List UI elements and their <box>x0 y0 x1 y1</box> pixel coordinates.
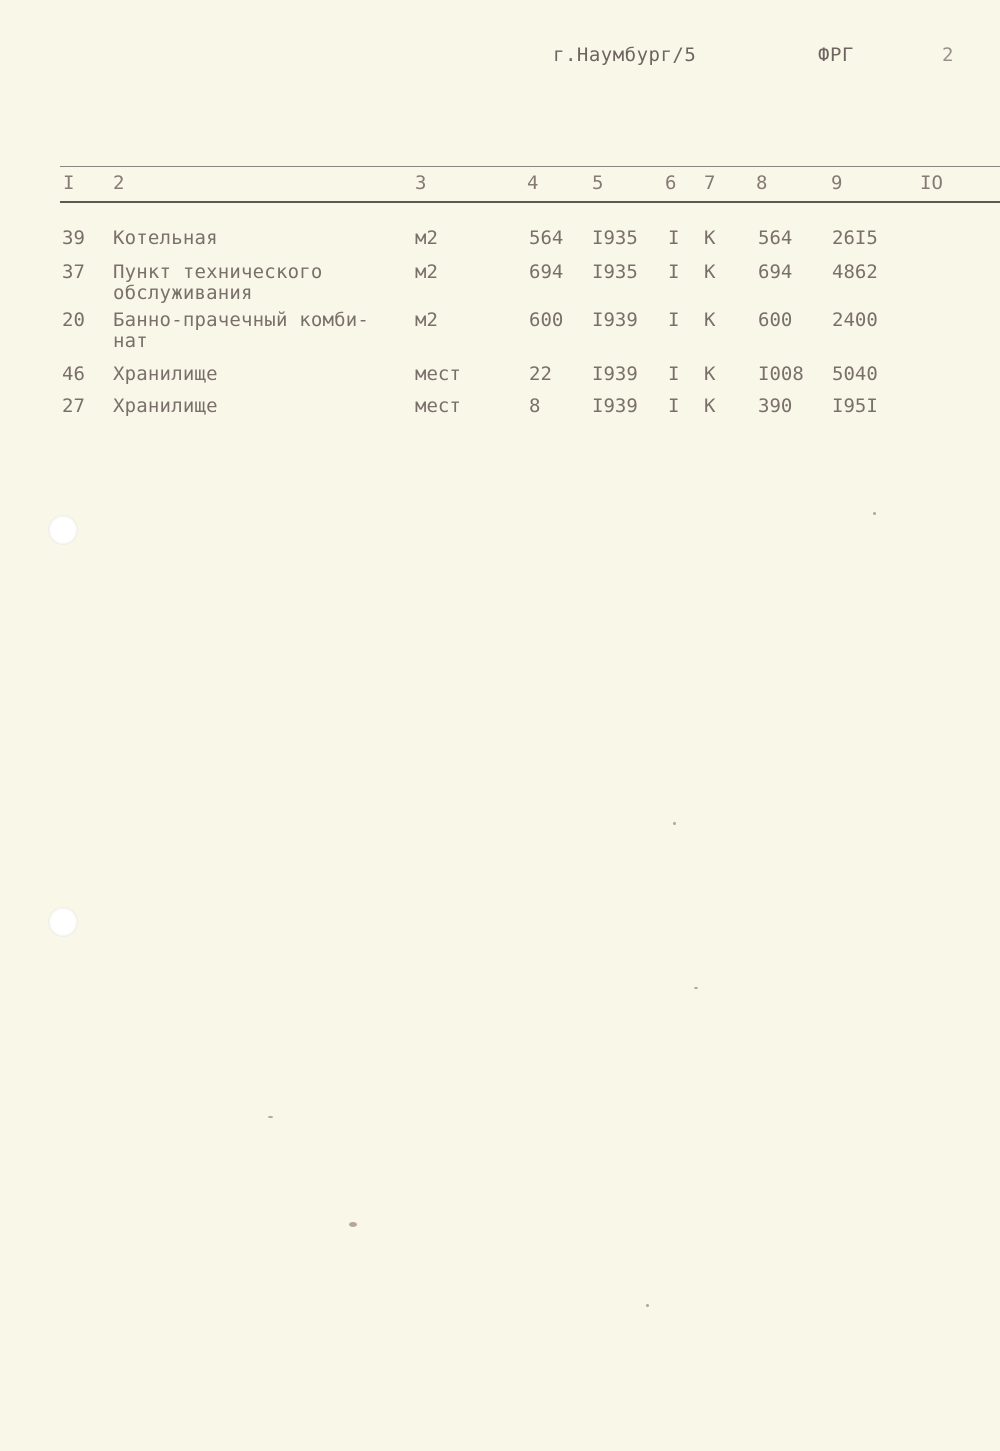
column-number-5: 5 <box>592 172 604 194</box>
column-6-value: I <box>668 363 680 385</box>
column-7-value: К <box>704 363 716 385</box>
paper-speck <box>646 1304 649 1307</box>
year: I939 <box>592 363 638 385</box>
row-number: 27 <box>62 395 85 417</box>
column-9-value: I95I <box>832 395 878 417</box>
paper-speck <box>673 822 676 825</box>
unit: м2 <box>415 309 438 331</box>
column-9-value: 5040 <box>832 363 878 385</box>
column-6-value: I <box>668 395 680 417</box>
column-9-value: 2400 <box>832 309 878 331</box>
column-6-value: I <box>668 227 680 249</box>
row-number: 37 <box>62 261 85 283</box>
column-6-value: I <box>668 309 680 331</box>
column-7-value: К <box>704 261 716 283</box>
table-row <box>0 364 1000 388</box>
paper-speck <box>694 987 698 989</box>
table-row <box>0 310 1000 354</box>
unit: мест <box>415 395 461 417</box>
quantity: 694 <box>529 261 564 283</box>
paper-speck <box>349 1222 357 1227</box>
unit: м2 <box>415 227 438 249</box>
table-header-rule <box>60 201 1000 203</box>
table-row <box>0 396 1000 420</box>
header-country: ФРГ <box>818 44 854 66</box>
table-row <box>0 228 1000 252</box>
quantity: 564 <box>529 227 564 249</box>
header-city: г.Наумбург/5 <box>553 44 697 66</box>
punch-hole-lower <box>48 907 78 937</box>
column-8-value: 600 <box>758 309 793 331</box>
year: I939 <box>592 395 638 417</box>
object-name: Банно-прачечный комби-нат <box>113 309 370 352</box>
column-number-9: 9 <box>831 172 843 194</box>
year: I939 <box>592 309 638 331</box>
paper-speck <box>268 1116 273 1118</box>
column-number-7: 7 <box>704 172 716 194</box>
year: I935 <box>592 261 638 283</box>
column-9-value: 26I5 <box>832 227 878 249</box>
column-number-4: 4 <box>527 172 539 194</box>
column-7-value: К <box>704 395 716 417</box>
column-number-2: 2 <box>113 172 125 194</box>
object-name: Хранилище <box>113 363 218 385</box>
column-number-1: I <box>63 172 75 194</box>
column-number-10: IO <box>920 172 943 194</box>
column-8-value: 390 <box>758 395 793 417</box>
table-row <box>0 262 1000 306</box>
row-number: 20 <box>62 309 85 331</box>
paper-speck <box>873 512 876 515</box>
column-6-value: I <box>668 261 680 283</box>
row-number: 46 <box>62 363 85 385</box>
year: I935 <box>592 227 638 249</box>
page-number: 2 <box>942 44 954 66</box>
column-number-3: 3 <box>415 172 427 194</box>
table-top-rule <box>60 166 1000 167</box>
object-name: Хранилище <box>113 395 218 417</box>
row-number: 39 <box>62 227 85 249</box>
unit: мест <box>415 363 461 385</box>
column-8-value: 694 <box>758 261 793 283</box>
quantity: 22 <box>529 363 552 385</box>
punch-hole-upper <box>48 515 78 545</box>
unit: м2 <box>415 261 438 283</box>
quantity: 600 <box>529 309 564 331</box>
column-7-value: К <box>704 309 716 331</box>
object-name: Котельная <box>113 227 218 249</box>
object-name: Пункт технического обслуживания <box>113 261 323 304</box>
column-8-value: I008 <box>758 363 804 385</box>
column-8-value: 564 <box>758 227 793 249</box>
column-number-6: 6 <box>665 172 677 194</box>
quantity: 8 <box>529 395 541 417</box>
column-7-value: К <box>704 227 716 249</box>
column-number-8: 8 <box>756 172 768 194</box>
column-9-value: 4862 <box>832 261 878 283</box>
